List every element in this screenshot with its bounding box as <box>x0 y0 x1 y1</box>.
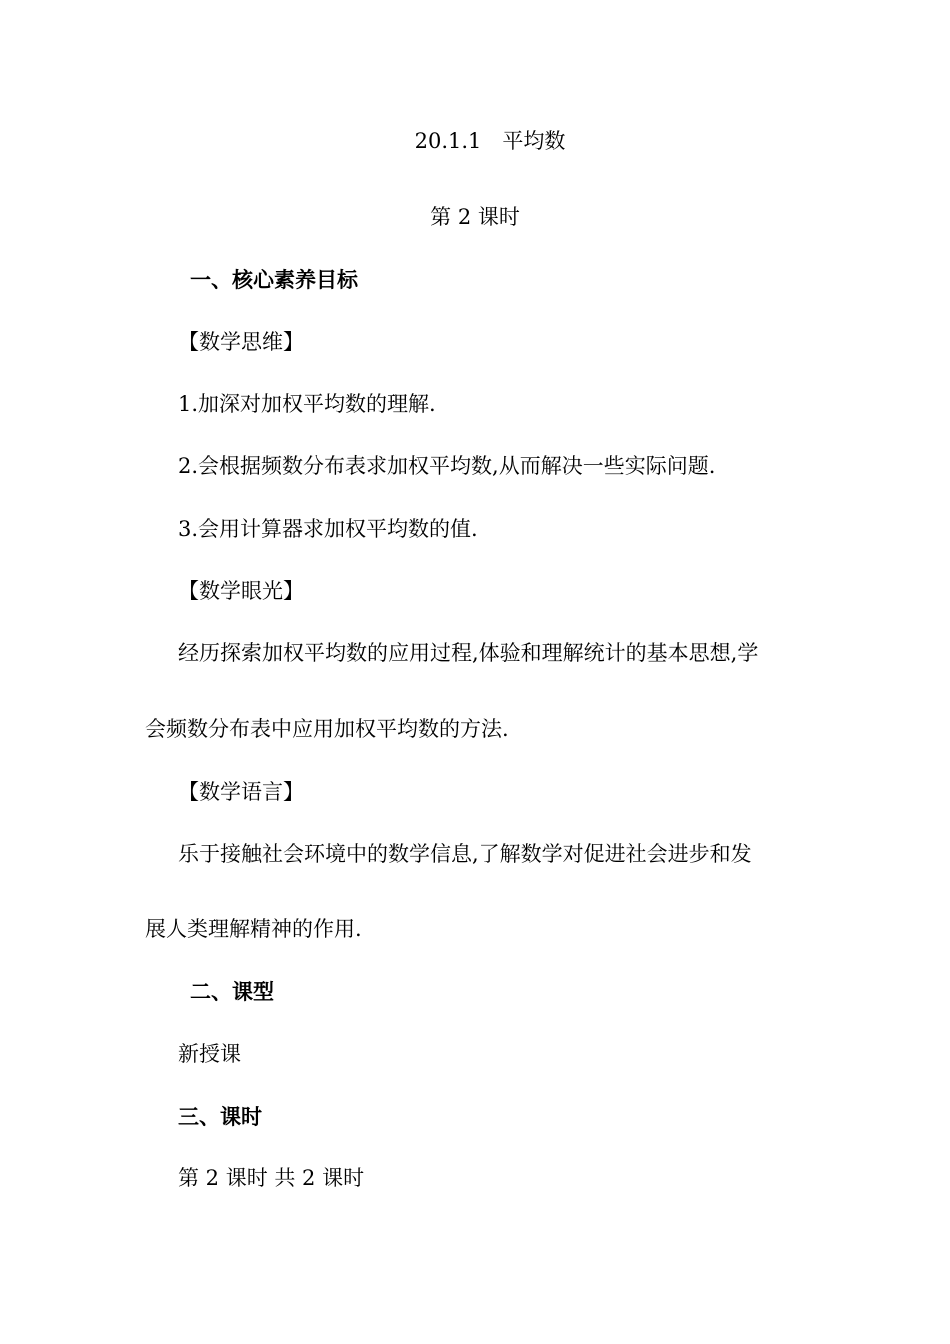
goal-item-1: 1.加深对加权平均数的理解. <box>178 392 436 416</box>
section-heading-lesson-period: 三、课时 <box>178 1105 262 1129</box>
math-language-label: 【数学语言】 <box>178 780 304 804</box>
math-vision-text-line-2: 会频数分布表中应用加权平均数的方法. <box>145 717 509 741</box>
math-language-text-line-1: 乐于接触社会环境中的数学信息,了解数学对促进社会进步和发 <box>178 842 752 866</box>
math-vision-text-line-1: 经历探索加权平均数的应用过程,体验和理解统计的基本思想,学 <box>178 641 759 665</box>
goal-item-3: 3.会用计算器求加权平均数的值. <box>178 517 478 541</box>
math-vision-label: 【数学眼光】 <box>178 579 304 603</box>
document-title: 20.1.1 平均数 <box>414 129 566 153</box>
math-language-text-line-2: 展人类理解精神的作用. <box>145 917 362 941</box>
section-heading-core-goals: 一、核心素养目标 <box>190 268 358 292</box>
goal-item-2: 2.会根据频数分布表求加权平均数,从而解决一些实际问题. <box>178 454 716 478</box>
lesson-subtitle: 第 2 课时 <box>430 205 520 229</box>
section-heading-lesson-type: 二、课型 <box>190 980 274 1004</box>
lesson-type-value: 新授课 <box>178 1042 241 1066</box>
math-thinking-label: 【数学思维】 <box>178 330 304 354</box>
lesson-period-value: 第 2 课时 共 2 课时 <box>178 1166 365 1190</box>
